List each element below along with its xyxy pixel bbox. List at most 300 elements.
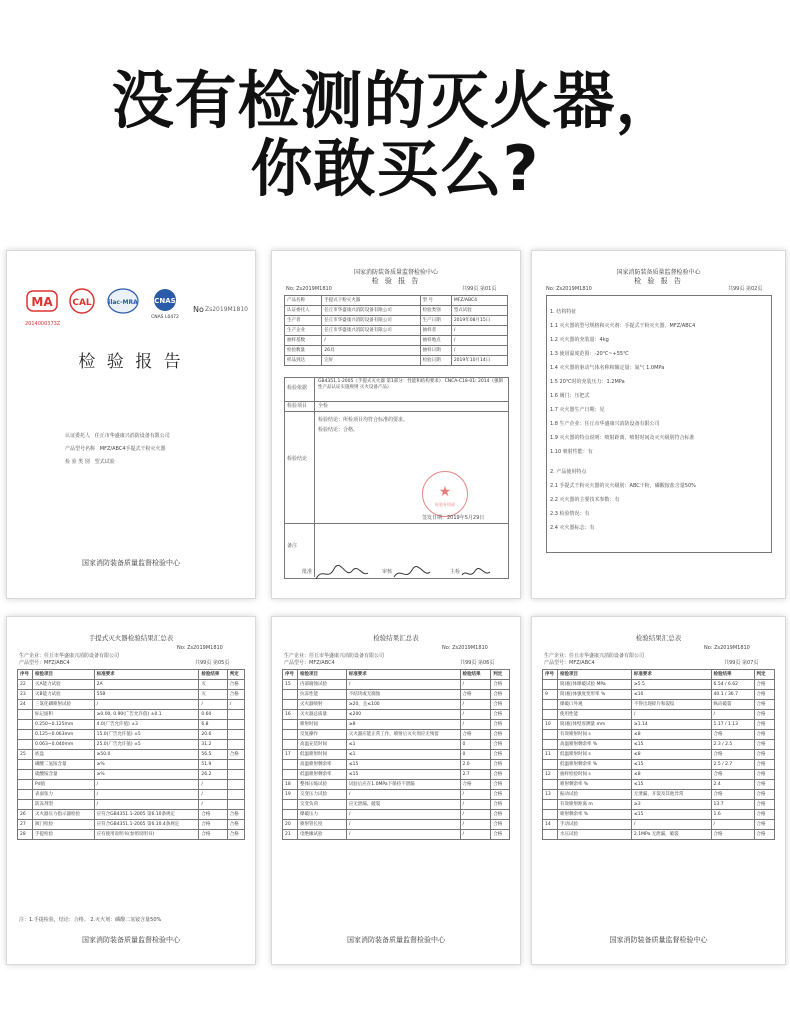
table-row — [18, 790, 245, 800]
ilac-logo-text: ilac-MRA — [108, 299, 138, 306]
cell: / — [346, 680, 460, 690]
items-value: 全检 — [318, 403, 329, 409]
report2-line: 1.4 灭火器的驱动气体名称和额定量：氮气 1.0MPa — [550, 365, 665, 371]
header-cell: 序号 — [543, 670, 558, 680]
report1-org: 国家消防装备质量监督检验中心 — [353, 269, 438, 276]
header-cell: 判定 — [227, 670, 244, 680]
summary-page-3 — [531, 616, 786, 965]
cell: 0 — [460, 750, 491, 760]
table-header-row — [283, 670, 510, 680]
cell: 应符合GB4351.1-2005 第6.10条规定 — [94, 810, 199, 820]
cell: 合格 — [199, 830, 227, 840]
header-cell: 判定 — [491, 670, 510, 680]
cell: 检验日期 — [420, 356, 451, 366]
cell: 检验数量 — [285, 346, 322, 356]
cell — [283, 760, 298, 770]
cell: 应符合GB4351.1-2005 第6.10.4条规定 — [94, 820, 199, 830]
cell: 合格 — [491, 730, 510, 740]
cell: 合格 — [754, 800, 774, 810]
header-cell: 检验结果 — [711, 670, 754, 680]
cell: / — [451, 336, 507, 346]
cell: / — [199, 700, 227, 710]
cell: 合格 — [754, 720, 774, 730]
cell — [543, 810, 558, 820]
cover-footer: 国家消防装备质量监督检验中心 — [82, 559, 180, 567]
cell: ≥5.5 — [631, 680, 711, 690]
table-row — [18, 750, 245, 760]
cell: 不结块或无腐蚀 — [346, 690, 460, 700]
cell: 灭 — [199, 680, 227, 690]
table-row — [283, 810, 510, 820]
table-row — [18, 810, 245, 820]
cell: / — [199, 790, 227, 800]
report-no: Zs2019M1810 — [205, 306, 248, 313]
header-cell: 判定 — [754, 670, 774, 680]
cell: 合格 — [491, 710, 510, 720]
cnas-number: CNAS L0472 — [151, 315, 179, 319]
table-row — [18, 680, 245, 690]
cell: 合格 — [754, 770, 774, 780]
cell — [227, 800, 244, 810]
cell: 2.0 — [460, 760, 491, 770]
cell — [227, 720, 244, 730]
table-row — [283, 770, 510, 780]
cma-logo — [25, 287, 59, 319]
cell: 27 — [18, 820, 33, 830]
table-row — [543, 770, 775, 780]
cell: 2.1MPa 无泄漏，破裂 — [631, 830, 711, 840]
table-row — [18, 820, 245, 830]
header-cell: 检验项目 — [558, 670, 632, 680]
table-row — [285, 336, 508, 346]
cell: / — [94, 790, 199, 800]
cell: ≥20，且≤100 — [346, 700, 460, 710]
cell: 合格 — [754, 680, 774, 690]
cell: 合格 — [754, 710, 774, 720]
cell: 1.6 — [711, 810, 754, 820]
cell: / — [94, 780, 199, 790]
cell: 合格 — [754, 780, 774, 790]
table-row — [543, 710, 775, 720]
cell: 合格 — [711, 730, 754, 740]
cell: / — [346, 790, 460, 800]
basis-label: 检验依据 — [287, 385, 308, 391]
cell: / — [346, 830, 460, 840]
cell: 2.4 — [711, 780, 754, 790]
table-header-row — [18, 670, 245, 680]
cell: ≤200 — [346, 710, 460, 720]
table-row — [18, 780, 245, 790]
table-row — [543, 820, 775, 830]
report2-line: 1. 结构特征 — [550, 309, 577, 315]
header-cell: 序号 — [283, 670, 298, 680]
cell: ≥% — [94, 760, 199, 770]
cell: 样品到达 — [285, 356, 322, 366]
summary1-table — [17, 669, 245, 840]
summary-page-1 — [6, 616, 256, 965]
divider — [284, 523, 508, 524]
seal-text: 检验专用章 — [435, 502, 455, 507]
cell: 31.2 — [199, 740, 227, 750]
cell: ≤8 — [631, 730, 711, 740]
cell: / — [460, 810, 491, 820]
report2-line: 1.9 灭火器的特点说明：喷射距离、喷射时间及灭火级别符合标准 — [550, 435, 695, 441]
cell: 阀门检验 — [33, 820, 95, 830]
cell: 合格 — [754, 810, 774, 820]
summary-page-2 — [271, 616, 521, 965]
cell: 高温喷射剩余率 — [298, 760, 347, 770]
cell: 筒(瓶)体壁厚测量 mm — [558, 720, 632, 730]
cell: / — [460, 820, 491, 830]
cell: 11 — [543, 750, 558, 760]
report2-line: 2.2 灭火器的主要技术参数：有 — [550, 497, 620, 503]
cell: ≤8 — [631, 750, 711, 760]
header-cell: 序号 — [18, 670, 33, 680]
cell: 灭火器应能正常工作，喷射后灭火剂应无残留 — [346, 730, 460, 740]
cell: 0.125~0.063mm — [33, 730, 95, 740]
cnas-logo-text: CNAS — [154, 297, 176, 305]
report2-line: 2.3 检验情况：有 — [550, 511, 590, 517]
cell: 喷射时间 — [298, 720, 347, 730]
cell: 低温喷射剩余率 — [298, 770, 347, 780]
cell — [283, 810, 298, 820]
cal-logo-text: CAL — [72, 298, 92, 308]
field-value: MFZ/ABC4手提式干粉灭火器 — [99, 446, 166, 452]
cell: 低温喷射时间 s — [558, 750, 632, 760]
report2-title: 检 验 报 告 — [634, 277, 683, 285]
table-row — [543, 700, 775, 710]
cell: 25 — [18, 750, 33, 760]
cell: 使用性能 — [558, 710, 632, 720]
divider — [284, 411, 508, 412]
table-row — [18, 730, 245, 740]
cell: 合格 — [460, 690, 491, 700]
cell: 任丘市华盛康兴消防设备有限公司 — [322, 326, 420, 336]
cell — [543, 780, 558, 790]
cell: 电绝缘试验 — [298, 830, 347, 840]
cell: 0 — [460, 740, 491, 750]
report2-line: 1.7 灭火器生产日期：见 — [550, 407, 605, 413]
cell: 17 — [283, 750, 298, 760]
cell: 51.9 — [199, 760, 227, 770]
table-row — [543, 830, 775, 840]
report1-pages: 共99页 第01页 — [462, 286, 497, 292]
cell: 交变负荷 — [298, 800, 347, 810]
cell: / — [460, 720, 491, 730]
cell — [283, 740, 298, 750]
report2-pages: 共99页 第02页 — [728, 286, 763, 292]
cell — [18, 730, 33, 740]
cell — [227, 770, 244, 780]
cell — [283, 720, 298, 730]
cell: 灭B能力试验 — [33, 690, 95, 700]
cell: 合格 — [491, 770, 510, 780]
cell: 23 — [18, 690, 33, 700]
cell: 合格 — [460, 730, 491, 740]
cell — [543, 710, 558, 720]
table-row — [285, 316, 508, 326]
table-row — [543, 720, 775, 730]
table-row — [285, 326, 508, 336]
cell — [18, 800, 33, 810]
cell — [227, 760, 244, 770]
cell: 交变压力试验 — [298, 790, 347, 800]
inspection-seal — [422, 471, 468, 517]
header-cell: 检验结果 — [460, 670, 491, 680]
headline-line-1: 没有检测的灭火器， — [111, 64, 679, 137]
summary1-notes: 注：1.手提检验，结论：合格。 2.灭火剂：磷酸二氢铵含量50% — [19, 917, 162, 923]
summary1-model: 产品型号：MFZ/ABC4 — [19, 660, 70, 666]
cell: 灭火器总质量 — [298, 710, 347, 720]
cell: 合格 — [491, 750, 510, 760]
cell: 合格 — [491, 690, 510, 700]
sign-date: 签发日期：2019年5月29日 — [422, 515, 485, 521]
cell: ≤10 — [631, 690, 711, 700]
cell: 26 — [18, 810, 33, 820]
table-row — [283, 690, 510, 700]
cell: 抽样地点 — [420, 336, 451, 346]
cell — [283, 700, 298, 710]
table-row — [283, 700, 510, 710]
cell: ≥0.00, 0.90(广告允许值) ±0.1 — [94, 710, 199, 720]
table-row — [18, 770, 245, 780]
table-row — [283, 720, 510, 730]
report2-line: 2.4 灭火器标志：有 — [550, 525, 595, 531]
cell: 磷酸二氢铵含量 — [33, 760, 95, 770]
cell — [543, 730, 558, 740]
cell: 12 — [543, 770, 558, 780]
conclusion-label: 检验结论 — [287, 456, 308, 462]
summary2-company: 生产企业：任丘市华盛康兴消防设备有限公司 — [284, 653, 385, 659]
table-row — [285, 306, 508, 316]
cell: Pd值 — [33, 780, 95, 790]
report2-line: 1.2 灭火器的充装量：4kg — [550, 337, 609, 343]
cell: 应无泄漏、破裂 — [346, 800, 460, 810]
cell: 灭火器喷射 — [298, 700, 347, 710]
cell: 合格 — [491, 830, 510, 840]
cell: / — [451, 346, 507, 356]
table-header-row — [543, 670, 775, 680]
cell: / — [460, 790, 491, 800]
cell: / — [711, 820, 754, 830]
cell: ≤15 — [346, 760, 460, 770]
cell: 标记面积 — [33, 710, 95, 720]
cell: 20.6 — [199, 730, 227, 740]
cell: 2.3 / 2.5 — [711, 740, 754, 750]
cell: 抽样基数 — [285, 336, 322, 346]
header-cell: 标准要求 — [346, 670, 460, 680]
cell: 合格 — [491, 820, 510, 830]
report2-line: 1.10 喷射性能：有 — [550, 449, 593, 455]
cell: 筒(瓶)体强度变形率 % — [558, 690, 632, 700]
cell — [18, 740, 33, 750]
report-page-2 — [531, 250, 786, 599]
table-row — [283, 780, 510, 790]
cell: 合格 — [227, 680, 244, 690]
cell — [283, 730, 298, 740]
cell: 高温喷射剩余率 % — [558, 740, 632, 750]
cell: 合格 — [199, 820, 227, 830]
cell: 合格 — [754, 730, 774, 740]
cell — [18, 720, 33, 730]
cell: 抽样日期 — [420, 346, 451, 356]
cell: 内部腐蚀试验 — [298, 680, 347, 690]
summary3-title: 检验结果汇总表 — [635, 634, 682, 642]
cell: 28 — [18, 830, 33, 840]
field-value: 任丘市华盛康兴消防设备有限公司 — [94, 433, 170, 439]
headline-line-2: 你敢买么? — [250, 132, 540, 205]
table-row — [283, 830, 510, 840]
cell: 13.7 — [711, 800, 754, 810]
table-row — [283, 790, 510, 800]
table-row — [285, 296, 508, 306]
header-cell: 标准要求 — [631, 670, 711, 680]
cell: / — [460, 830, 491, 840]
cell: 低温喷射时间 — [298, 750, 347, 760]
table-row — [543, 680, 775, 690]
cell: 合格 — [754, 740, 774, 750]
cell: ≥% — [94, 770, 199, 780]
cell: 合格 — [491, 740, 510, 750]
cell: 合格 — [491, 680, 510, 690]
cell: 合格 — [491, 790, 510, 800]
table-row — [543, 760, 775, 770]
cell: 合格 — [227, 750, 244, 760]
cell: 合格 — [754, 760, 774, 770]
cell: 任丘市华盛康兴消防设备有限公司 — [322, 306, 420, 316]
summary1-footer: 国家消防装备质量监督检验中心 — [82, 936, 180, 944]
cell: 18 — [283, 780, 298, 790]
cell — [227, 730, 244, 740]
cell: / — [322, 336, 420, 346]
table-row — [18, 740, 245, 750]
table-row — [18, 690, 245, 700]
cell: ≤15 — [631, 740, 711, 750]
summary1-company: 生产企业：任丘市华盛康兴消防设备有限公司 — [19, 653, 120, 659]
cell: ≤15 — [631, 810, 711, 820]
cell: 15 — [283, 680, 298, 690]
cell: 合格 — [711, 830, 754, 840]
summary3-pages: 共99页 第07页 — [724, 660, 759, 666]
items-label: 检验项目 — [287, 403, 308, 409]
cell: 合格 — [754, 690, 774, 700]
table-row — [18, 830, 245, 840]
cell: 26.2 — [199, 770, 227, 780]
cell: ≥50.0 — [94, 750, 199, 760]
cell: / — [94, 800, 199, 810]
report2-line: 1.1 灭火器的型号规格和灭火剂：手提式干粉灭火器，MFZ/ABC4 — [550, 323, 696, 329]
cell: / — [451, 326, 507, 336]
cell: 高温充装时间 — [298, 740, 347, 750]
cell: 合格 — [754, 830, 774, 840]
cell: 抽样检验时间 s — [558, 770, 632, 780]
cell: 55B — [94, 690, 199, 700]
cell — [18, 770, 33, 780]
cell: 完好 — [322, 356, 420, 366]
cover-field — [65, 433, 170, 440]
cell: 喷射剩余率 % — [558, 780, 632, 790]
cell: ≥8 — [346, 720, 460, 730]
cell: 底盘 — [33, 750, 95, 760]
cell: 24 — [18, 700, 33, 710]
table-row — [543, 810, 775, 820]
cell: 合格 — [491, 760, 510, 770]
field-label: 检 验 类 别 — [65, 459, 90, 465]
cell: ≤15 — [346, 770, 460, 780]
cell: 筒(瓶)体爆破试验 MPa — [558, 680, 632, 690]
cell: ≤1 — [346, 750, 460, 760]
table-row — [543, 740, 775, 750]
cell: 灭A能力试验 — [33, 680, 95, 690]
cell: 手动试验 — [558, 820, 632, 830]
table-row — [18, 710, 245, 720]
cell: 产品名称 — [285, 296, 322, 306]
cell — [543, 680, 558, 690]
cell: 合格 — [491, 720, 510, 730]
cell: 整体压缩试验 — [298, 780, 347, 790]
field-label: 产品型号名称 — [65, 446, 96, 452]
cell: / — [346, 820, 460, 830]
cell: 22 — [18, 680, 33, 690]
signer-chief: 主检 — [450, 569, 461, 575]
cell: 合格 — [491, 780, 510, 790]
cell: 无泄漏，开裂及其他异常 — [631, 790, 711, 800]
handwritten-signatures — [312, 561, 502, 585]
cover-field — [65, 446, 170, 453]
summary3-table — [542, 669, 775, 840]
cell: 爆破压力 — [298, 810, 347, 820]
cell: 合格 — [227, 820, 244, 830]
cell: 合格 — [754, 700, 774, 710]
cell: 试验后应在1.0MPa下保持不泄漏 — [346, 780, 460, 790]
signer-review: 审核 — [382, 569, 393, 575]
cell: / — [460, 800, 491, 810]
cell: 2019年10月14日 — [451, 356, 507, 366]
cell: MFZ/ABC4 — [451, 296, 507, 306]
cell: / — [631, 710, 711, 720]
cell: 19 — [283, 790, 298, 800]
cell: 抽样者 — [420, 326, 451, 336]
cell: ≤15 — [631, 760, 711, 770]
cell: 型 号 — [420, 296, 451, 306]
cell: 型式试验 — [451, 306, 507, 316]
divider — [284, 401, 508, 402]
summary1-pages: 共99页 第05页 — [195, 660, 230, 666]
cell: 2.7 — [460, 770, 491, 780]
cma-logo-text: MA — [31, 295, 53, 309]
cell: / — [460, 700, 491, 710]
cell: 应有使用说明书(参照说明书) — [94, 830, 199, 840]
cell: 6.8 — [199, 720, 227, 730]
cell: 喷射剩余率 % — [558, 810, 632, 820]
report2-lines — [550, 305, 696, 535]
cell — [543, 830, 558, 840]
report1-title: 检 验 报 告 — [371, 277, 421, 285]
cell — [18, 710, 33, 720]
cell: 合格 — [711, 770, 754, 780]
cell: 4.0(广告允许值) ±3 — [94, 720, 199, 730]
report1-no: No: Zs2019M1810 — [286, 286, 332, 292]
cell: 防冻剂型 — [33, 800, 95, 810]
cell: 10 — [543, 720, 558, 730]
summary2-model: 产品型号：MFZ/ABC4 — [284, 660, 335, 666]
cell — [283, 800, 298, 810]
cell: 15.0(广告允许值) ±5 — [94, 730, 199, 740]
cell: 9 — [543, 690, 558, 700]
cell: 16 — [283, 710, 298, 720]
cell: ≤8 — [631, 770, 711, 780]
cell: 生产企业 — [285, 326, 322, 336]
